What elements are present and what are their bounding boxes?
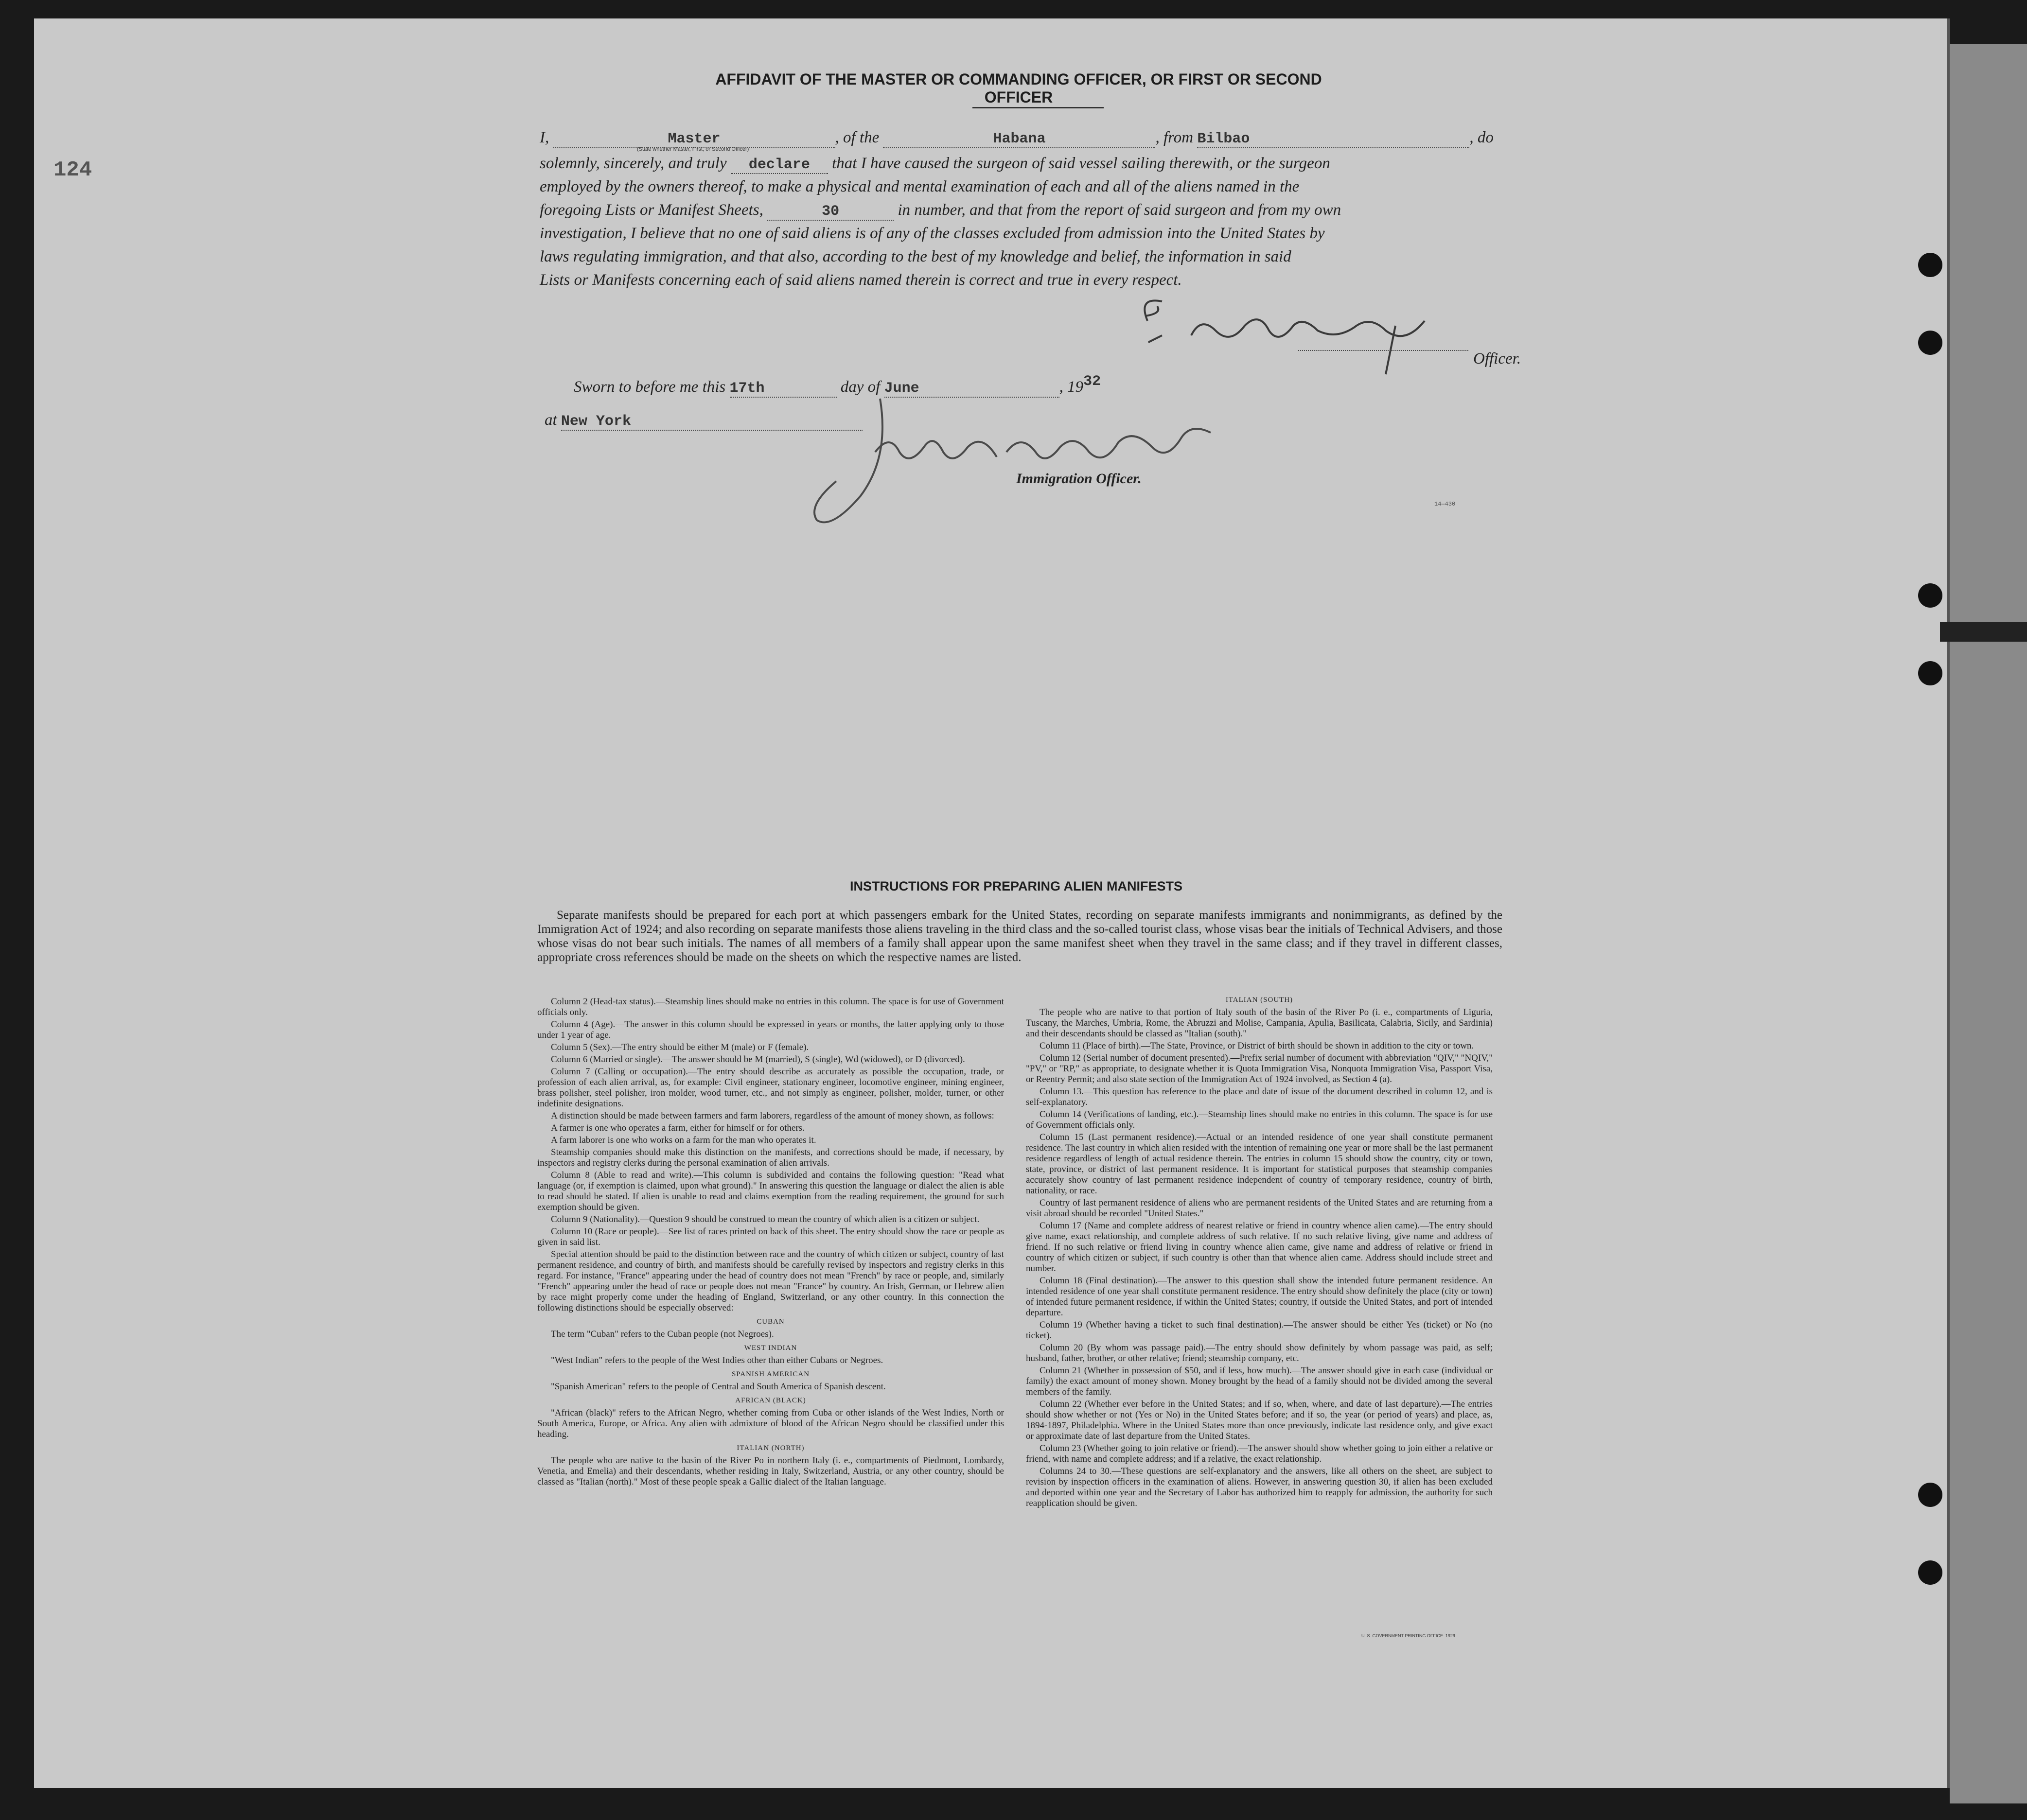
right-column-paragraph: Column 18 (Final destination).—The answer to this question shall show the intended future permanent residence. An intended residence of one year shall constitute permanent residence. The entry should show definitely the place (city or town) of intended future permanent residence, if within the United States; country, if outside the United States, and port of intended departure. bbox=[1026, 1276, 1493, 1318]
para-spanish-american: "Spanish American" refers to the people of Central and South America of Spanish descent. bbox=[551, 1382, 886, 1392]
para-italian-north: The people who are native to the basin of the River Po in northern Italy (i. e., compartments of Piedmont, Lombardy, Venetia, and Emelia) and their descendants, whether residing in Italy, Switzerland, Austria, or any other country, should be classed as "Italian (north)." Most of these people speak a Gallic dialect of the Italian language. bbox=[537, 1455, 1004, 1487]
rank-note: (State whether Master, First, or Second Officer) bbox=[637, 146, 749, 152]
right-column-paragraph: Column 13.—This question has reference to the place and date of issue of the document described in column 12, and is self-explanatory. bbox=[1026, 1086, 1493, 1107]
para-cuban: The term "Cuban" refers to the Cuban people (not Negroes). bbox=[551, 1329, 774, 1339]
heading-italian-north: ITALIAN (NORTH) bbox=[737, 1444, 805, 1452]
right-column-paragraph: Country of last permanent residence of aliens who are permanent residents of the United States and are returning from a visit abroad should be recorded "United States." bbox=[1026, 1198, 1493, 1219]
punch-hole bbox=[1918, 1483, 1942, 1507]
affidavit-line-4: foregoing Lists or Manifest Sheets, 30 in number, and that from the report of said surgeon and from my own bbox=[540, 201, 1341, 220]
left-column-paragraph: Special attention should be paid to the distinction between race and the country of which citizen or subject, country of last permanent residence, and country of birth, and manifests should be carefully revised by inspectors and registry clerks in this regard. For instance, "France" appearing under the head of country does not mean "French" by race or people, and, similarly "French" appearing under the head of race or people does not mean "France" by country. An Irish, German, or Hebrew alien by race might properly come under the heading of England, Switzerland, or any other country. In this connection the following distinctions should be especially observed: bbox=[537, 1249, 1004, 1313]
officer-signature-line bbox=[1298, 335, 1468, 351]
instructions-title: INSTRUCTIONS FOR PREPARING ALIEN MANIFESTS bbox=[849, 879, 1183, 893]
printer-credit: U. S. GOVERNMENT PRINTING OFFICE: 1929 bbox=[1361, 1633, 1455, 1638]
right-column-paragraph: Column 14 (Verifications of landing, etc.).—Steamship lines should make no entries in this column. The space is for use of Government officials only. bbox=[1026, 1109, 1493, 1130]
right-column-paragraph: Column 15 (Last permanent residence).—Actual or an intended residence of one year shall constitute permanent residence. The last country in which alien resided with the intention of remaining one year or more shall be the last permanent residence regardless of length of actual residence therein. The entries in column 15 should show the country, city or town, state, province, or district of last permanent residence. It is important for statistical purposes that steamship companies accurately show country of last permanent residence independent of country of temporary residence, country of birth, nationality, or race. bbox=[1026, 1132, 1493, 1196]
affidavit-line-5: investigation, I believe that no one of said aliens is of any of the classes excluded from admission into the United States by bbox=[540, 225, 1325, 242]
right-column-paragraph: Column 11 (Place of birth).—The State, Province, or District of birth should be shown in addition to the city or town. bbox=[1040, 1041, 1474, 1051]
officer-label: Officer. bbox=[1473, 350, 1521, 368]
left-column-paragraph: Column 4 (Age).—The answer in this column should be expressed in years or months, the latter applying only to those under 1 year of age. bbox=[537, 1019, 1004, 1040]
instructions-left-column bbox=[537, 997, 1004, 1489]
para-african: "African (black)" refers to the African Negro, whether coming from Cuba or other islands of the West Indies, North or South America, Europe, or Africa. Any alien with admixture of blood of the African Negro should be classified under this heading. bbox=[537, 1408, 1004, 1439]
master-signature bbox=[1133, 287, 1473, 379]
rank-field: Master bbox=[668, 131, 721, 147]
left-column-paragraph: A distinction should be made between farmers and farm laborers, regardless of the amount of money shown, as follows: bbox=[551, 1111, 994, 1121]
left-column-paragraph: A farm laborer is one who works on a farm for the man who operates it. bbox=[551, 1135, 816, 1145]
left-number-stamp: 124 bbox=[53, 158, 92, 182]
affidavit-line-2: solemnly, sincerely, and truly declare that I have caused the surgeon of said vessel sailing therewith, or the surgeon bbox=[540, 155, 1330, 173]
punch-hole bbox=[1918, 583, 1942, 608]
instructions-intro: Separate manifests should be prepared for each port at which passengers embark for the United States, recording on separate manifests immigrants and nonimmigrants, as defined by the Immigration Act of 1924; and also recording on separate manifests those aliens traveling in the third class and the so-called tourist class, whose visas bear the initials of Technical Advisers, and those whose visas do not bear such initials. The names of all members of a family shall appear upon the same manifest sheet when they travel in the same class; and if they travel in different classes, appropriate cross references should be made on the sheets on which the respective names are listed. bbox=[537, 909, 1502, 964]
place-field: New York bbox=[561, 413, 631, 430]
right-column-paragraph: Columns 24 to 30.—These questions are self-explanatory and the answers, like all others on the sheet, are subject to revision by inspection officers in the examination of aliens. However, in answering question 30, if alien has been excluded and deported within one year and the Secretary of Labor has authorized him to reapply for admission, the authority for such reapplication should be given. bbox=[1026, 1466, 1493, 1508]
title-rule bbox=[972, 107, 1104, 108]
sheets-field: 30 bbox=[822, 203, 840, 220]
right-column-paragraph: Column 17 (Name and complete address of nearest relative or friend in country whence alien came).—The entry should give name, exact relationship, and complete address of such relative. If no such relative living, give name and address of friend. If no such relative or friend living in country whence alien came, give name and address of relative or friend in country of which citizen or subject, if such country is other than that whence alien came. Address should include street and number. bbox=[1026, 1221, 1493, 1274]
heading-spanish-american: SPANISH AMERICAN bbox=[731, 1370, 810, 1378]
right-column-paragraph: Column 19 (Whether having a ticket to such final destination).—The answer should be either Yes (ticket) or No (no ticket). bbox=[1026, 1320, 1493, 1341]
left-column-paragraph: Column 8 (Able to read and write).—This column is subdivided and contains the following question: "Read what language (or, if exemption is claimed, upon what ground)." In answering this question the language or dialect the alien is able to read should be stated. If alien is unable to read and claims exemption from the reading requirement, the ground for such exemption should be given. bbox=[537, 1170, 1004, 1212]
month-field: June bbox=[884, 380, 919, 397]
right-column-paragraph: The people who are native to that portion of Italy south of the basin of the River Po (i. e., compartments of Liguria, Tuscany, the Marches, Umbria, Rome, the Abruzzi and Molise, Campania, Apulia, Basilicata, Calabria, Sicily, and Sardinia) and their descendants should be classed as "Italian (south)." bbox=[1026, 1007, 1493, 1039]
punch-hole bbox=[1918, 661, 1942, 685]
year-field: 32 bbox=[1083, 373, 1101, 390]
left-column-paragraph: Column 6 (Married or single).—The answer should be M (married), S (single), Wd (widowed), or D (divorced). bbox=[551, 1054, 965, 1065]
immigration-officer-label: Immigration Officer. bbox=[1016, 471, 1142, 487]
para-west-indian: "West Indian" refers to the people of the West Indies other than either Cubans or Negroes. bbox=[551, 1355, 883, 1365]
heading-west-indian: WEST INDIAN bbox=[744, 1344, 797, 1352]
left-column-paragraph: Column 7 (Calling or occupation).—The entry should describe as accurately as possible the occupation, trade, or profession of each alien arrival, as, for example: Civil engineer, stationary engineer, locomotive engineer, mining engineer, brass polisher, steel polisher, iron molder, wood turner, etc., and not simply as engineer, polisher, molder, turner, or other indefinite designations. bbox=[537, 1067, 1004, 1109]
day-field: 17th bbox=[729, 380, 765, 397]
right-column-paragraph: Column 21 (Whether in possession of $50, and if less, how much).—The answer should give in each case (individual or family) the exact amount of money shown. Money brought by the head of a family should not be divided among the several members of the family. bbox=[1026, 1365, 1493, 1397]
binding-strip bbox=[1950, 44, 2027, 1803]
punch-hole bbox=[1918, 253, 1942, 277]
left-column-paragraph: Column 5 (Sex).—The entry should be either M (male) or F (female). bbox=[551, 1042, 809, 1052]
punch-hole bbox=[1918, 331, 1942, 355]
heading-african: AFRICAN (BLACK) bbox=[735, 1397, 806, 1404]
punch-hole bbox=[1918, 1560, 1942, 1585]
binding-clip bbox=[1940, 622, 2027, 642]
heading-italian-south: ITALIAN (SOUTH) bbox=[1225, 996, 1293, 1004]
right-column-paragraph: Column 12 (Serial number of document presented).—Prefix serial number of document with abbreviation "QIV," "NQIV," "PV," or "RP," as appropriate, to designate whether it is Quota Immigration Visa, Nonquota Immigration Visa, Passport Visa, or Reentry Permit; and also state section of the Immigration Act of 1924 involved, as Section 4 (a). bbox=[1026, 1053, 1493, 1085]
sworn-line: Sworn to before me this 17th day of June , 1932 bbox=[574, 373, 1101, 397]
form-number: 14—430 bbox=[1434, 501, 1456, 508]
immigration-officer-signature bbox=[802, 384, 1240, 544]
right-column-paragraph: Column 22 (Whether ever before in the United States; and if so, when, where, and date of last departure).—The entries should show whether or not (Yes or No) in the United States before; and if so, the year (or period of years) and place, as, 1894-1897, Philadelphia. Where in the United States more than once previously, indicate last residence only, and give exact or approximate date of last departure from the United States. bbox=[1026, 1399, 1493, 1441]
affidavit-title: AFFIDAVIT OF THE MASTER OR COMMANDING OFFICER, OR FIRST OR SECOND OFFICER bbox=[715, 70, 1322, 106]
left-column-paragraph: Column 10 (Race or people).—See list of races printed on back of this sheet. The entry should show the race or people as given in said list. bbox=[537, 1226, 1004, 1247]
right-column-paragraph: Column 20 (By whom was passage paid).—The entry should show definitely by whom passage was paid, as self; husband, father, brother, or other relative; friend; steamship company, etc. bbox=[1026, 1343, 1493, 1364]
affidavit-line-7: Lists or Manifests concerning each of said aliens named therein is correct and true in every respect. bbox=[540, 271, 1182, 289]
affidavit-line-3: employed by the owners thereof, to make a physical and mental examination of each and all of the aliens named in the bbox=[540, 178, 1300, 195]
affidavit-line-6: laws regulating immigration, and that also, according to the best of my knowledge and belief, the information in said bbox=[540, 248, 1291, 265]
left-column-paragraph: Steamship companies should make this distinction on the manifests, and corrections should be made, if necessary, by inspectors and registry clerks during the personal examination of alien arrivals. bbox=[537, 1147, 1004, 1168]
heading-cuban: CUBAN bbox=[757, 1318, 785, 1326]
left-column-paragraph: Column 2 (Head-tax status).—Steamship lines should make no entries in this column. The space is for use of Government officials only. bbox=[537, 997, 1004, 1017]
affidavit-line-1: I, Master , of the Habana , from Bilbao , do bbox=[540, 129, 1494, 147]
vessel-field: Habana bbox=[993, 131, 1046, 147]
at-line: at New York bbox=[545, 411, 863, 431]
instructions-right-column bbox=[1026, 992, 1493, 1510]
declare-field: declare bbox=[748, 157, 810, 173]
right-column-paragraph: Column 23 (Whether going to join relative or friend).—The answer should show whether going to join either a relative or friend, with name and complete address; and if a relative, the exact relationship. bbox=[1026, 1443, 1493, 1464]
left-column-paragraph: Column 9 (Nationality).—Question 9 should be construed to mean the country of which alien is a citizen or subject. bbox=[551, 1214, 980, 1225]
left-column-paragraph: A farmer is one who operates a farm, either for himself or for others. bbox=[551, 1123, 805, 1133]
port-field: Bilbao bbox=[1197, 131, 1250, 147]
